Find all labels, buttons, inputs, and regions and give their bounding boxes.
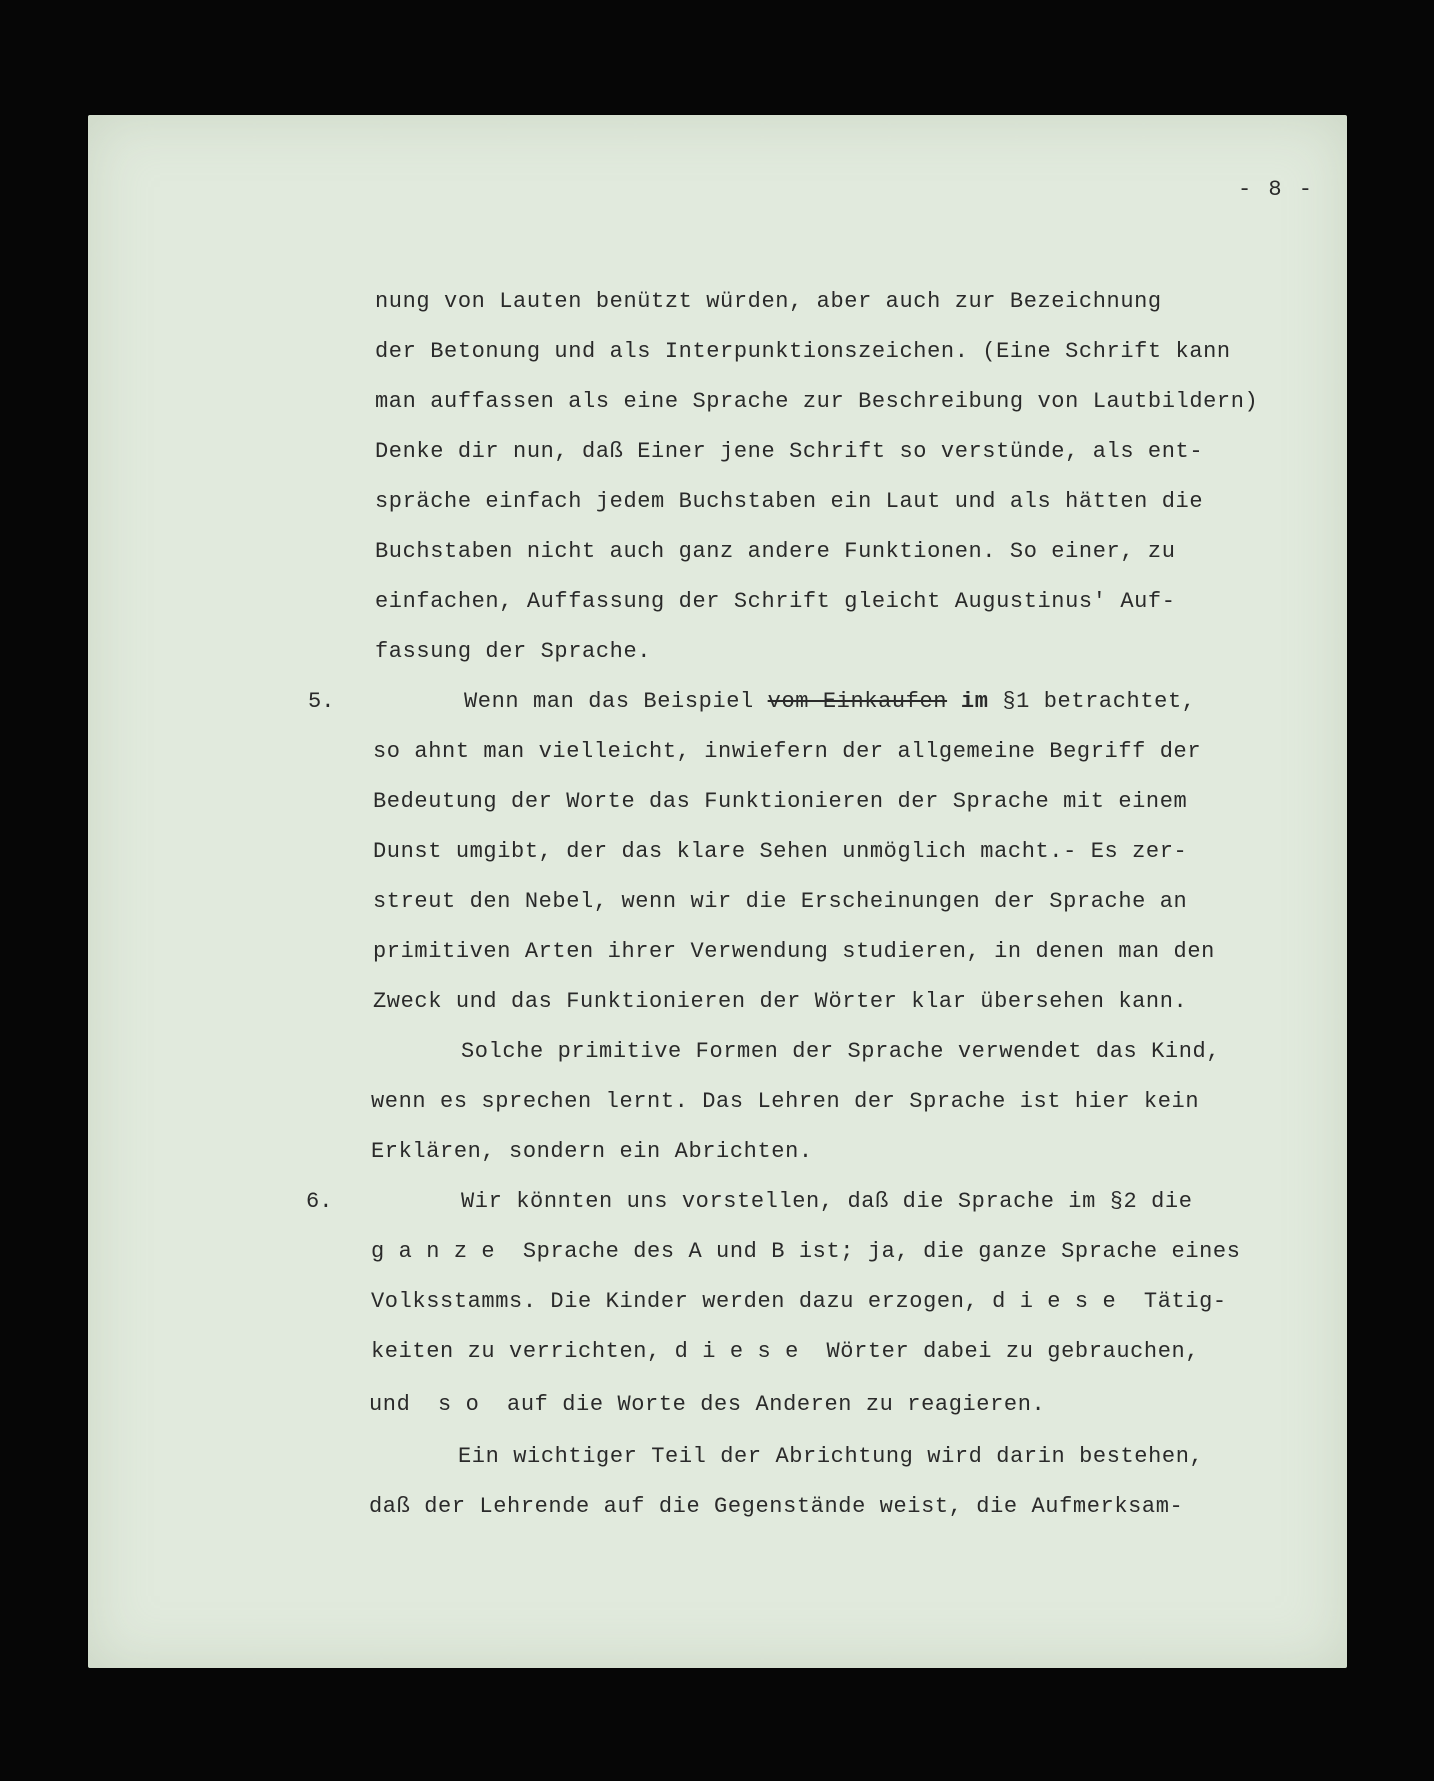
text-line: daß der Lehrende auf die Gegenstände weist, die Aufmerksam- — [369, 1494, 1184, 1519]
text-segment: Wenn man das Beispiel — [464, 689, 768, 714]
text-line: nung von Lauten benützt würden, aber auch zur Bezeichnung — [375, 289, 1162, 314]
text-line: so ahnt man vielleicht, inwiefern der allgemeine Begriff der — [373, 739, 1202, 764]
text-segment: §1 betrachtet, — [988, 689, 1196, 714]
text-line: wenn es sprechen lernt. Das Lehren der Sprache ist hier kein — [371, 1089, 1200, 1114]
text-line: man auffassen als eine Sprache zur Beschreibung von Lautbildern) — [375, 389, 1259, 414]
text-line-with-correction — [464, 687, 1196, 717]
paragraph-number: 5. — [308, 689, 335, 714]
text-line: Ein wichtiger Teil der Abrichtung wird darin bestehen, — [458, 1444, 1204, 1469]
text-line: Volksstamms. Die Kinder werden dazu erzogen, d i e s e Tätig- — [371, 1289, 1227, 1314]
text-line: Wir könnten uns vorstellen, daß die Sprache im §2 die — [461, 1189, 1193, 1214]
text-line: und s o auf die Worte des Anderen zu reagieren. — [369, 1392, 1046, 1417]
text-line: Bedeutung der Worte das Funktionieren der Sprache mit einem — [373, 789, 1188, 814]
typewritten-page — [88, 115, 1347, 1668]
text-line: der Betonung und als Interpunktionszeichen. (Eine Schrift kann — [375, 339, 1231, 364]
text-line: keiten zu verrichten, d i e s e Wörter dabei zu gebrauchen, — [371, 1339, 1200, 1364]
text-line: Zweck und das Funktionieren der Wörter klar übersehen kann. — [373, 989, 1188, 1014]
text-line: Erklären, sondern ein Abrichten. — [371, 1139, 813, 1164]
text-line: Solche primitive Formen der Sprache verwendet das Kind, — [461, 1039, 1221, 1064]
text-line: einfachen, Auffassung der Schrift gleicht Augustinus' Auf- — [375, 589, 1176, 614]
text-line: primitiven Arten ihrer Verwendung studieren, in denen man den — [373, 939, 1215, 964]
text-line: g a n z e Sprache des A und B ist; ja, die ganze Sprache eines — [371, 1239, 1241, 1264]
text-line: Buchstaben nicht auch ganz andere Funktionen. So einer, zu — [375, 539, 1176, 564]
text-line: Denke dir nun, daß Einer jene Schrift so verstünde, als ent- — [375, 439, 1204, 464]
overtyped-text: im — [947, 689, 989, 714]
text-line: Dunst umgibt, der das klare Sehen unmöglich macht.- Es zer- — [373, 839, 1188, 864]
struck-out-text: vom Einkaufen — [767, 689, 948, 714]
text-line: spräche einfach jedem Buchstaben ein Laut und als hätten die — [375, 489, 1204, 514]
paragraph-number: 6. — [306, 1189, 333, 1214]
text-line: streut den Nebel, wenn wir die Erscheinungen der Sprache an — [373, 889, 1188, 914]
text-line: fassung der Sprache. — [375, 639, 652, 664]
page-number: - 8 - — [1238, 177, 1315, 202]
